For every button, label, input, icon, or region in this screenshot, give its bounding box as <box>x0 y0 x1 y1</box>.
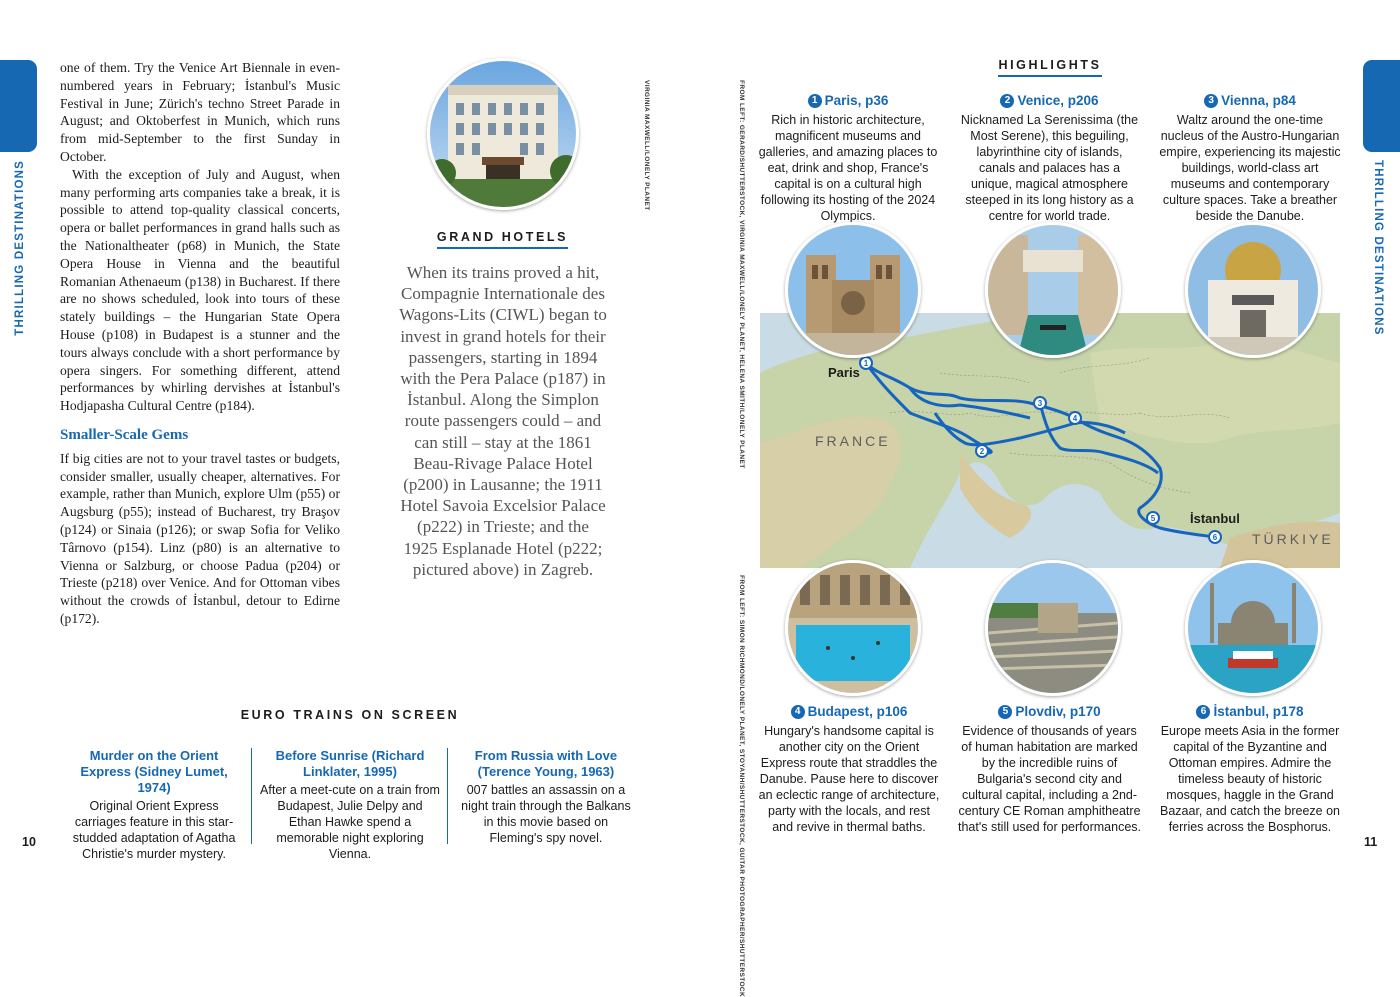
side-tab-left <box>0 60 37 152</box>
film-item-3 <box>452 748 640 862</box>
film-desc: 007 battles an assassin on a night train through the Balkans in this movie based on Fleming's spy novel. <box>461 783 631 845</box>
euro-trains-title: EURO TRAINS ON SCREEN <box>240 708 460 722</box>
highlight-desc: Evidence of thousands of years of human habitation are marked by the incredible ruins of Bulgaria's second city and cultural capital, including a 2nd-century CE Roman amphitheatre that's still used for performances. <box>957 724 1142 834</box>
film-divider <box>248 748 256 862</box>
paragraph-1: one of them. Try the Venice Art Biennale in even-numbered years in February; İstanbul's Music Festival in June; Zürich's techno Street Parade in August; and Oktoberfest in Munich, which runs from mid-September to the first Sunday in October. <box>60 60 340 164</box>
number-badge-icon: 4 <box>791 705 805 719</box>
highlight-desc: Europe meets Asia in the former capital of the Byzantine and Ottoman empires. Admire the timeless beauty of historic mosques, haggle in the Grand Bazaar, and catch the breeze on ferries across the Bosphorus. <box>1160 724 1340 834</box>
marker-label: 2 <box>979 447 985 456</box>
highlight-title-text: Vienna, p84 <box>1221 93 1296 108</box>
map-label-turkiye: TÜRKIYE <box>1252 531 1334 547</box>
highlights-title-text: HIGHLIGHTS <box>998 58 1101 77</box>
highlight-desc: Hungary's handsome capital is another city on the Orient Express route that straddles the Danube. Pause here to discover an eclectic range of architecture, party with the locals, and rest and revive in thermal baths. <box>758 724 940 834</box>
highlight-title <box>758 704 940 719</box>
film-desc: After a meet-cute on a train from Budapest, Julie Delpy and Ethan Hawke spend a memorable night exploring Vienna. <box>260 783 440 861</box>
highlight-title <box>1156 93 1344 108</box>
highlight-item-vienna <box>1156 93 1344 224</box>
photo-istanbul <box>1185 560 1321 696</box>
number-badge-icon: 2 <box>1000 94 1014 108</box>
number-badge-icon: 6 <box>1196 705 1210 719</box>
highlight-title <box>1156 704 1344 719</box>
highlight-title-text: Paris, p36 <box>824 93 889 108</box>
film-desc: Original Orient Express carriages feature in this star-studded adaptation of Agatha Christie's murder mystery. <box>72 799 236 861</box>
map-label-france: FRANCE <box>815 433 891 449</box>
number-badge-icon: 5 <box>998 705 1012 719</box>
highlight-item-plovdiv <box>957 704 1142 835</box>
film-item-1 <box>60 748 248 862</box>
highlight-desc: Rich in historic architecture, magnificent museums and galleries, and amazing places to eat, drink and shop, France's capital is on a cultural high following its hosting of the 2024 Olympics. <box>758 113 938 223</box>
number-badge-icon: 1 <box>808 94 822 108</box>
grand-hotels-title-text: GRAND HOTELS <box>437 230 568 249</box>
highlight-title <box>957 704 1142 719</box>
highlight-title-text: Budapest, p106 <box>807 704 908 719</box>
highlight-item-budapest <box>758 704 940 835</box>
photo-plovdiv <box>985 560 1121 696</box>
side-title-right: THRILLING DESTINATIONS <box>1372 160 1384 336</box>
highlight-title-text: İstanbul, p178 <box>1213 704 1304 719</box>
marker-label: 3 <box>1037 399 1043 408</box>
highlight-title-text: Plovdiv, p170 <box>1015 704 1101 719</box>
highlight-item-istanbul <box>1156 704 1344 835</box>
page-number-left: 10 <box>22 835 36 849</box>
side-title-left: THRILLING DESTINATIONS <box>14 160 26 336</box>
highlights-title <box>960 58 1140 72</box>
paragraph-3: If big cities are not to your travel tastes or budgets, consider smaller, usually cheaper, alternatives. For example, rather than Munich, explore Ulm (p55) or Augsburg (p55); instead of Bucharest, try Braşov (p124) or Sinaia (p126); or swap Sofia for Veliko Târnovo (p154). Linz (p80) is an alternative to Vienna or Salzburg, or choose Padua (p204) or Trieste (p218) over Venice. And for Ottoman vibes without the crowds of İstanbul, detour to Edirne (p172). <box>60 450 340 626</box>
grand-hotels-title <box>400 230 605 244</box>
highlight-item-venice <box>957 93 1142 224</box>
highlight-title <box>957 93 1142 108</box>
marker-label: 5 <box>1150 514 1156 523</box>
highlight-desc: Waltz around the one-time nucleus of the Austro-Hungarian empire, experiencing its majestic buildings, world-class art museums and contemporary culture spaces. Take a breather beside the Danube. <box>1159 113 1341 223</box>
highlight-title <box>758 93 938 108</box>
number-badge-icon: 3 <box>1204 94 1218 108</box>
map-label-istanbul: İstanbul <box>1190 511 1240 526</box>
map-label-paris: Paris <box>828 365 860 380</box>
highlight-item-paris <box>758 93 938 224</box>
photo-paris <box>785 222 921 358</box>
highlight-title-text: Venice, p206 <box>1017 93 1099 108</box>
marker-label: 1 <box>863 359 869 368</box>
hotel-photo <box>427 58 579 210</box>
page-number-right: 11 <box>1364 835 1378 849</box>
subhead-smaller-scale-gems: Smaller-Scale Gems <box>60 426 189 443</box>
film-divider <box>444 748 452 862</box>
marker-label: 4 <box>1072 414 1078 423</box>
left-column <box>60 59 340 628</box>
film-title: Murder on the Orient Express (Sidney Lumet, 1974) <box>80 748 228 795</box>
marker-label: 6 <box>1212 533 1218 542</box>
highlights-credit-bottom: FROM LEFT: SIMON RICHMOND/LONELY PLANET, STOYANH/SHUTTERSTOCK, GUITAR PHOTOGRAPHER/SHUTTERSTOCK <box>738 575 745 997</box>
side-tab-right <box>1363 60 1400 152</box>
hotel-photo-credit: VIRGINIA MAXWELL/LONELY PLANET <box>643 80 650 211</box>
photo-venice <box>985 222 1121 358</box>
film-title: From Russia with Love (Terence Young, 1963) <box>474 748 618 779</box>
film-list <box>60 748 640 862</box>
film-title: Before Sunrise (Richard Linklater, 1995) <box>275 748 425 779</box>
highlight-desc: Nicknamed La Serenissima (the Most Serene), this beguiling, labyrinthine city of islands, canals and palaces has a unique, magical atmosphere steeped in its long history as a centre for world trade. <box>960 113 1139 223</box>
paragraph-2: With the exception of July and August, when many performing arts companies take a break, it is possible to attend top-quality classical concerts, opera or ballet performances in grand halls such as the Nationaltheater (p68) in Munich, the State Opera House in Vienna and the beautiful Romanian Athenaeum (p138) in Bucharest. If there are no shows scheduled, look into tours of these stately buildings – the Hungarian State Opera House (p108) in Budapest is a stunner and the tours always conclude with a short performance by opera singers. For something different, attend performances by whirling dervishes at İstanbul's Hodjapasha Cultural Centre (p184). <box>60 166 340 414</box>
highlights-credit-top: FROM LEFT: GERARD/SHUTTERSTOCK, VIRGINIA MAXWELL/LONELY PLANET, HELENA SMITH/LONELY PLANET <box>738 80 745 469</box>
grand-hotels-text: When its trains proved a hit, Compagnie Internationale des Wagons-Lits (CIWL) began to invest in grand hotels for their passengers, starting in 1894 with the Pera Palace (p187) in İstanbul. Along the Simplon route passengers could – and can still – stay at the 1861 Beau-Rivage Palace Hotel (p200) in Lausanne; the 1911 Hotel Savoia Excelsior Palace (p222) in Trieste; and the 1925 Esplanade Hotel (p222; pictured above) in Zagreb. <box>399 263 607 579</box>
photo-budapest <box>785 560 921 696</box>
photo-vienna <box>1185 222 1321 358</box>
film-item-2 <box>256 748 444 862</box>
